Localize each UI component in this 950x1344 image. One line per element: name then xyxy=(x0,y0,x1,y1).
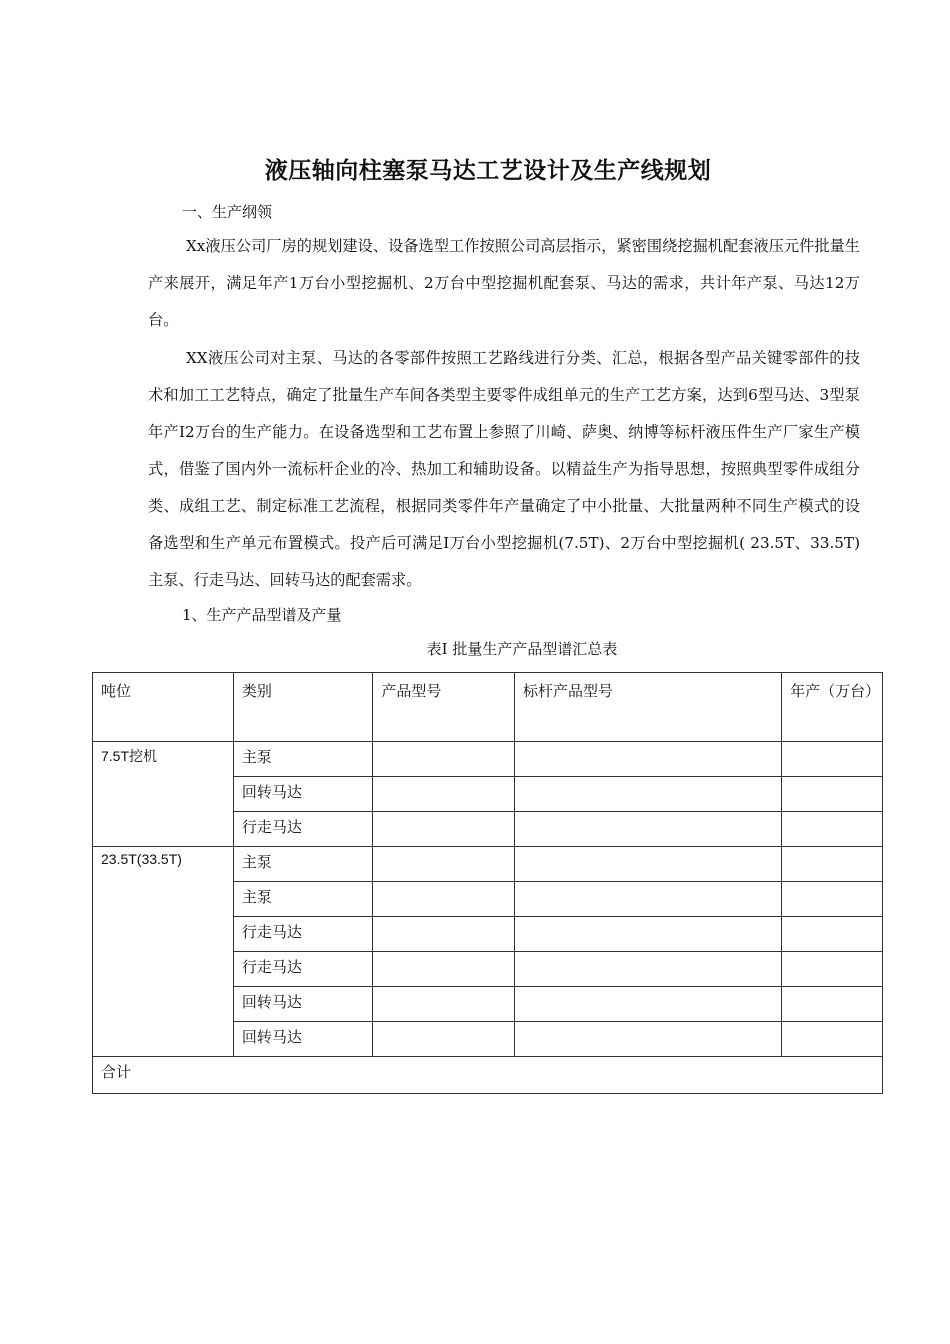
benchmark-cell xyxy=(515,1022,782,1057)
output-cell xyxy=(782,952,883,987)
tonnage-cell: 7.5T挖机 xyxy=(93,742,234,847)
table-total-row xyxy=(93,1057,883,1094)
category-cell: 行走马达 xyxy=(233,952,373,987)
paragraph-2: XX液压公司对主泵、马达的各零部件按照工艺路线进行分类、汇总，根据各型产品关键零部件的技术和加工工艺特点，确定了批量生产车间各类型主要零件成组单元的生产工艺方案，达到6型马达、3型泵年产I2万台的生产能力。在设备选型和工艺布置上参照了川崎、萨奥、纳博等标杆液压件生产厂家生产模式，借鉴了国内外一流标杆企业的冷、热加工和辅助设备。以精益生产为指导思想，按照典型零件成组分类、成组工艺、制定标准工艺流程，根据同类零件年产量确定了中小批量、大批量两种不同生产模式的设备选型和生产单元布置模式。投产后可满足I万台小型挖掘机(7.5T)、2万台中型挖掘机( 23.5T、33.5T)主泵、行走马达、回转马达的配套需求。 xyxy=(148,349,860,589)
category-cell: 行走马达 xyxy=(233,812,373,847)
model-cell xyxy=(373,847,515,882)
benchmark-cell xyxy=(515,987,782,1022)
category-cell: 行走马达 xyxy=(233,917,373,952)
output-cell xyxy=(782,987,883,1022)
benchmark-cell xyxy=(515,847,782,882)
header-category: 类别 xyxy=(233,673,373,742)
output-cell xyxy=(782,742,883,777)
model-cell xyxy=(373,812,515,847)
benchmark-cell xyxy=(515,742,782,777)
subsection-heading: 1、生产产品型谱及产量 xyxy=(182,606,342,624)
category-cell: 主泵 xyxy=(233,882,373,917)
table-row xyxy=(93,742,883,777)
benchmark-cell xyxy=(515,812,782,847)
model-cell xyxy=(373,742,515,777)
table-header-row xyxy=(93,673,883,742)
header-annual-output: 年产（万台） xyxy=(782,673,883,742)
category-cell: 回转马达 xyxy=(233,1022,373,1057)
benchmark-cell xyxy=(515,777,782,812)
category-cell: 回转马达 xyxy=(233,987,373,1022)
output-cell xyxy=(782,1022,883,1057)
table-caption: 表I 批量生产产品型谱汇总表 xyxy=(426,640,618,658)
output-cell xyxy=(782,812,883,847)
benchmark-cell xyxy=(515,952,782,987)
model-cell xyxy=(373,882,515,917)
header-benchmark-model: 标杆产品型号 xyxy=(515,673,782,742)
tonnage-cell: 23.5T(33.5T) xyxy=(93,847,234,1057)
output-cell xyxy=(782,847,883,882)
model-cell xyxy=(373,1022,515,1057)
document-title: 液压轴向柱塞泵马达工艺设计及生产线规划 xyxy=(264,157,712,184)
benchmark-cell xyxy=(515,917,782,952)
header-tonnage: 吨位 xyxy=(93,673,234,742)
section-heading: 一、生产纲领 xyxy=(182,203,273,221)
category-cell: 主泵 xyxy=(233,742,373,777)
table-row xyxy=(93,847,883,882)
output-cell xyxy=(782,882,883,917)
category-cell: 回转马达 xyxy=(233,777,373,812)
model-cell xyxy=(373,987,515,1022)
model-cell xyxy=(373,777,515,812)
product-table xyxy=(92,672,883,1094)
model-cell xyxy=(373,952,515,987)
output-cell xyxy=(782,917,883,952)
benchmark-cell xyxy=(515,882,782,917)
header-model: 产品型号 xyxy=(373,673,515,742)
paragraph-1: Xx液压公司厂房的规划建设、设备选型工作按照公司高层指示，紧密围绕挖掘机配套液压元件批量生产来展开，满足年产1万台小型挖掘机、2万台中型挖掘机配套泵、马达的需求，共计年产泵、马达12万台。 xyxy=(148,237,860,329)
category-cell: 主泵 xyxy=(233,847,373,882)
model-cell xyxy=(373,917,515,952)
output-cell xyxy=(782,777,883,812)
total-label: 合计 xyxy=(93,1057,883,1094)
